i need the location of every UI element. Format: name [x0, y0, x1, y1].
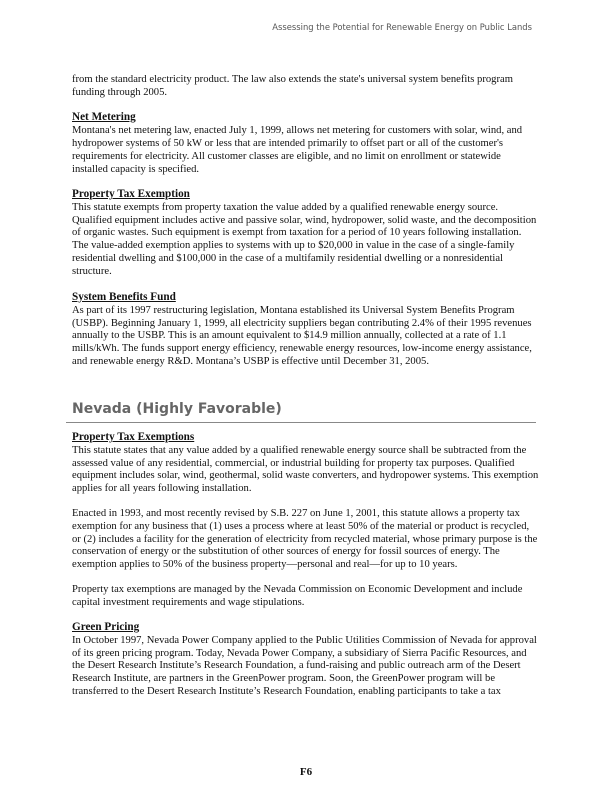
- text-line: the Desert Research Institute’s Research Foundation, a fund-raising and public outreach arm of the Desert: [72, 660, 521, 671]
- text-line: exemption applies to 50% of the business property—personal and real—for up to 10 years.: [72, 559, 458, 570]
- text-line: This statute exempts from property taxation the value added by a qualified renewable energy source.: [72, 202, 499, 213]
- text-line: annually to the USBP. This is an amount equivalent to $14.9 million annually, collected at a rate of 1.1: [72, 330, 507, 341]
- text-line: transferred to the Desert Research Institute’s Research Foundation, enabling participants to take a tax: [72, 686, 501, 697]
- text-line: Enacted in 1993, and most recently revised by S.B. 227 on June 1, 2001, this statute allows a property tax: [72, 508, 520, 519]
- text-line: or (2) includes a facility for the generation of electricity from recycled material, whose primary purpose is the: [72, 534, 538, 545]
- text-line: and renewable energy R&D. Montana’s USBP is effective until December 31, 2005.: [72, 356, 429, 367]
- section-heading: Property Tax Exemption: [72, 188, 190, 200]
- text-line: from the standard electricity product. The law also extends the state's universal system benefits program: [72, 74, 513, 85]
- text-line: residential dwelling and $100,000 in the case of a multifamily residential dwelling or a nonresidential: [72, 253, 503, 264]
- text-line: hydropower systems of 50 kW or less that are intended primarily to offset part or all of the customer's: [72, 138, 504, 149]
- running-header: Assessing the Potential for Renewable Energy on Public Lands: [272, 22, 532, 32]
- text-line: structure.: [72, 266, 112, 277]
- text-line: exemption for any business that (1) uses a process where at least 50% of the material or product is recycled,: [72, 521, 530, 532]
- section-heading: System Benefits Fund: [72, 291, 176, 303]
- text-line: installed capacity is specified.: [72, 164, 200, 175]
- section-heading: Net Metering: [72, 111, 136, 123]
- text-line: assessed value of any residential, commercial, or industrial building for property tax purposes. Qualified: [72, 458, 515, 469]
- page-number: F6: [299, 766, 313, 778]
- state-heading: Nevada (Highly Favorable): [72, 401, 282, 417]
- text-line: As part of its 1997 restructuring legislation, Montana established its Universal System Benefits Program: [72, 305, 515, 316]
- text-line: requirements for electricity. All customer classes are eligible, and no limit on enrollment or statewide: [72, 151, 501, 162]
- text-line: capital investment requirements and wage stipulations.: [72, 597, 305, 608]
- section-heading: Green Pricing: [72, 621, 140, 633]
- text-line: applies for all years following installation.: [72, 483, 252, 494]
- text-line: (USBP). Beginning January 1, 1999, all electricity suppliers began contributing 2.4% of their 1995 revenues: [72, 318, 532, 329]
- text-line: The value-added exemption applies to systems with up to $20,000 in value in the case of a single-family: [72, 240, 515, 251]
- text-line: funding through 2005.: [72, 87, 168, 98]
- text-line: In October 1997, Nevada Power Company applied to the Public Utilities Commission of Nevada for approval: [72, 635, 537, 646]
- text-line: conservation of energy or the substitution of other sources of energy for fossil sources of energy. The: [72, 546, 500, 557]
- text-line: Research Institute, are partners in the GreenPower program. Soon, the GreenPower program will be: [72, 673, 496, 684]
- text-line: of organic wastes. Such equipment is exempt from taxation for a period of 10 years following installation.: [72, 227, 522, 238]
- text-line: This statute states that any value added by a qualified renewable energy source shall be subtracted from the: [72, 445, 527, 456]
- heading-divider: [66, 422, 536, 423]
- text-line: Property tax exemptions are managed by the Nevada Commission on Economic Development and include: [72, 584, 523, 595]
- text-line: equipment includes solar, wind, geothermal, solid waste converters, and hydropower systems. This exemption: [72, 470, 539, 481]
- text-line: mills/kWh. The funds support energy efficiency, renewable energy resources, low-income energy assistance,: [72, 343, 532, 354]
- section-heading: Property Tax Exemptions: [72, 431, 195, 443]
- text-line: Montana's net metering law, enacted July 1, 1999, allows net metering for customers with solar, wind, and: [72, 125, 523, 136]
- text-line: Qualified equipment includes active and passive solar, wind, hydropower, solid waste, and the decomposition: [72, 215, 537, 226]
- text-line: of its green pricing program. Today, Nevada Power Company, a subsidiary of Sierra Pacific Resources, and: [72, 648, 527, 659]
